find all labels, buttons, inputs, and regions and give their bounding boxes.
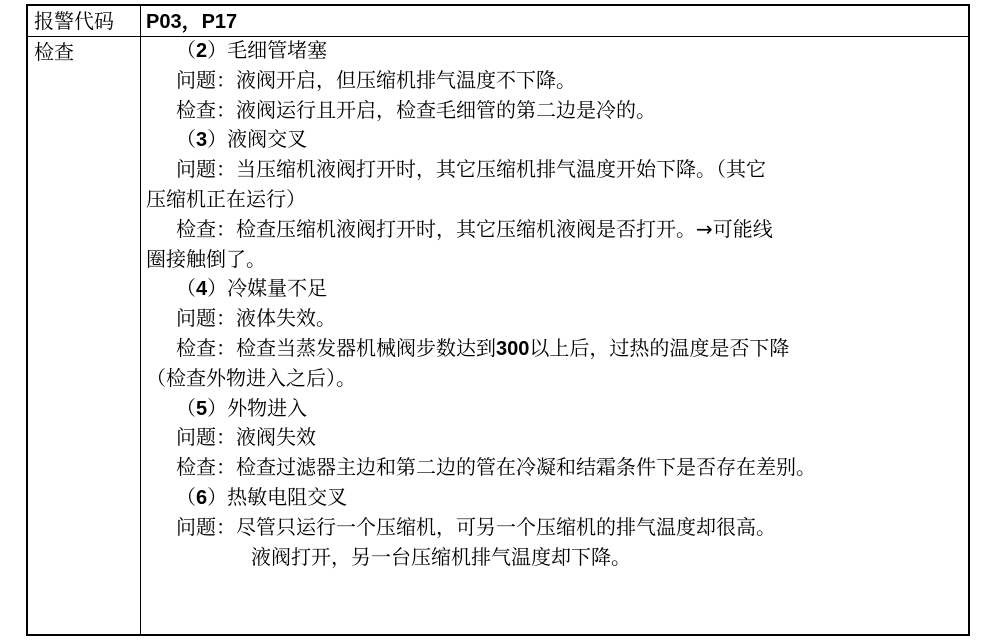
section-heading: （3）液阀交叉 [176,127,308,152]
section-heading: （5）外物进入 [176,395,308,420]
check-line: 检查：检查压缩机液阀打开时，其它压缩机液阀是否打开。→可能线 [176,216,773,241]
check-line: 检查：检查当蒸发器机械阀步数达到300以上后，过热的温度是否下降 [176,335,790,360]
problem-line: 问题：液阀失效 [176,425,316,450]
alarm-code-label: 报警代码 [34,9,114,33]
problem-line: 问题：液体失效。 [176,306,336,331]
check-line-continued: （检查外物进入之后）。 [146,365,356,390]
column-divider [140,6,141,634]
section-heading: （4）冷媒量不足 [176,276,328,301]
problem-line: 问题：当压缩机液阀打开时，其它压缩机排气温度开始下降。（其它 [176,157,766,182]
check-line-continued: 圈接触倒了。 [146,246,266,271]
table-header-row [28,6,968,37]
check-content [146,36,964,572]
problem-line-continued: 压缩机正在运行） [146,186,306,211]
problem-line: 问题：尽管只运行一个压缩机，可另一个压缩机的排气温度却很高。 [176,514,776,539]
alarm-code-value: P03，P17 [146,11,238,33]
problem-line-continued: 液阀打开，另一台压缩机排气温度却下降。 [251,544,631,569]
check-label: 检查 [34,40,74,64]
section-heading: （6）热敏电阻交叉 [176,484,348,509]
check-line: 检查：检查过滤器主边和第二边的管在冷凝和结霜条件下是否存在差别。 [176,455,816,480]
alarm-table [26,4,970,636]
problem-line: 问题：液阀开启，但压缩机排气温度不下降。 [176,67,576,92]
section-heading: （2）毛细管堵塞 [176,38,328,62]
check-line: 检查：液阀运行且开启，检查毛细管的第二边是冷的。 [176,97,656,122]
